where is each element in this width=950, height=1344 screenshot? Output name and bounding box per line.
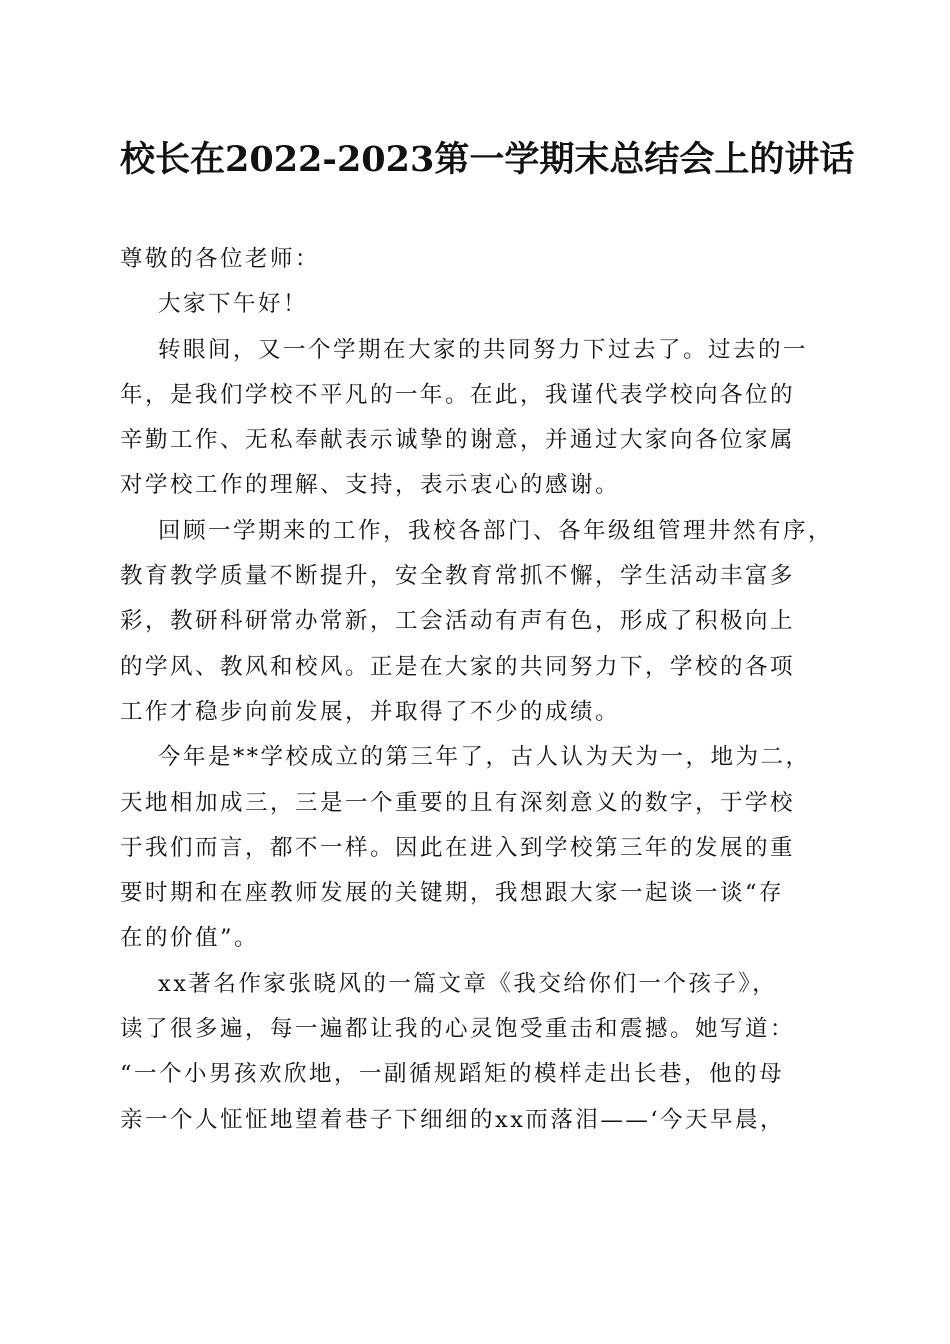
paragraph-line: “一个小男孩欢欣地，一副循规蹈矩的模样走出长巷，他的母 xyxy=(120,1061,785,1088)
paragraph-line: 转眼间，又一个学期在大家的共同努力下过去了。过去的一 xyxy=(158,336,809,363)
salutation-line: 尊敬的各位老师： xyxy=(120,246,321,272)
paragraph-line: 对学校工作的理解、支持，表示衷心的感谢。 xyxy=(120,472,621,499)
paragraph-line: 教育教学质量不断提升，安全教育常抓不懈，学生活动丰富多 xyxy=(120,563,796,590)
paragraph-line: 在的价值”。 xyxy=(120,925,260,952)
paragraph-line: 读了很多遍，每一遍都让我的心灵饱受重击和震撼。她写道： xyxy=(120,1016,796,1043)
paragraph-line: 的学风、教风和校风。正是在大家的共同努力下，学校的各项 xyxy=(120,653,796,680)
paragraph-line: 天地相加成三，三是一个重要的且有深刻意义的数字，于学校 xyxy=(120,789,796,816)
document-title: 校长在2022-2023第一学期末总结会上的讲话 xyxy=(120,139,855,180)
paragraph-line: 工作才稳步向前发展，并取得了不少的成绩。 xyxy=(120,698,621,725)
paragraph-line: 年，是我们学校不平凡的一年。在此，我谨代表学校向各位的 xyxy=(120,381,796,408)
paragraph-line: xx著名作家张晓风的一篇文章《我交给你们一个孩子》， xyxy=(158,970,778,997)
paragraph-line: 今年是**学校成立的第三年了，古人认为天为一，地为二， xyxy=(158,744,811,771)
paragraph-line: 亲一个人怔怔地望着巷子下细细的xx而落泪——‘今天早晨， xyxy=(120,1106,786,1133)
paragraph-line: 彩，教研科研常办常新，工会活动有声有色，形成了积极向上 xyxy=(120,608,796,635)
greeting-line: 大家下午好！ xyxy=(158,291,309,318)
paragraph-line: 要时期和在座教师发展的关键期，我想跟大家一起谈一谈“存 xyxy=(120,880,785,907)
paragraph-line: 辛勤工作、无私奉献表示诚挚的谢意，并通过大家向各位家属 xyxy=(120,427,796,454)
paragraph-line: 回顾一学期来的工作，我校各部门、各年级组管理井然有序， xyxy=(158,517,834,544)
paragraph-line: 于我们而言，都不一样。因此在进入到学校第三年的发展的重 xyxy=(120,834,796,861)
document-body xyxy=(120,237,834,1143)
